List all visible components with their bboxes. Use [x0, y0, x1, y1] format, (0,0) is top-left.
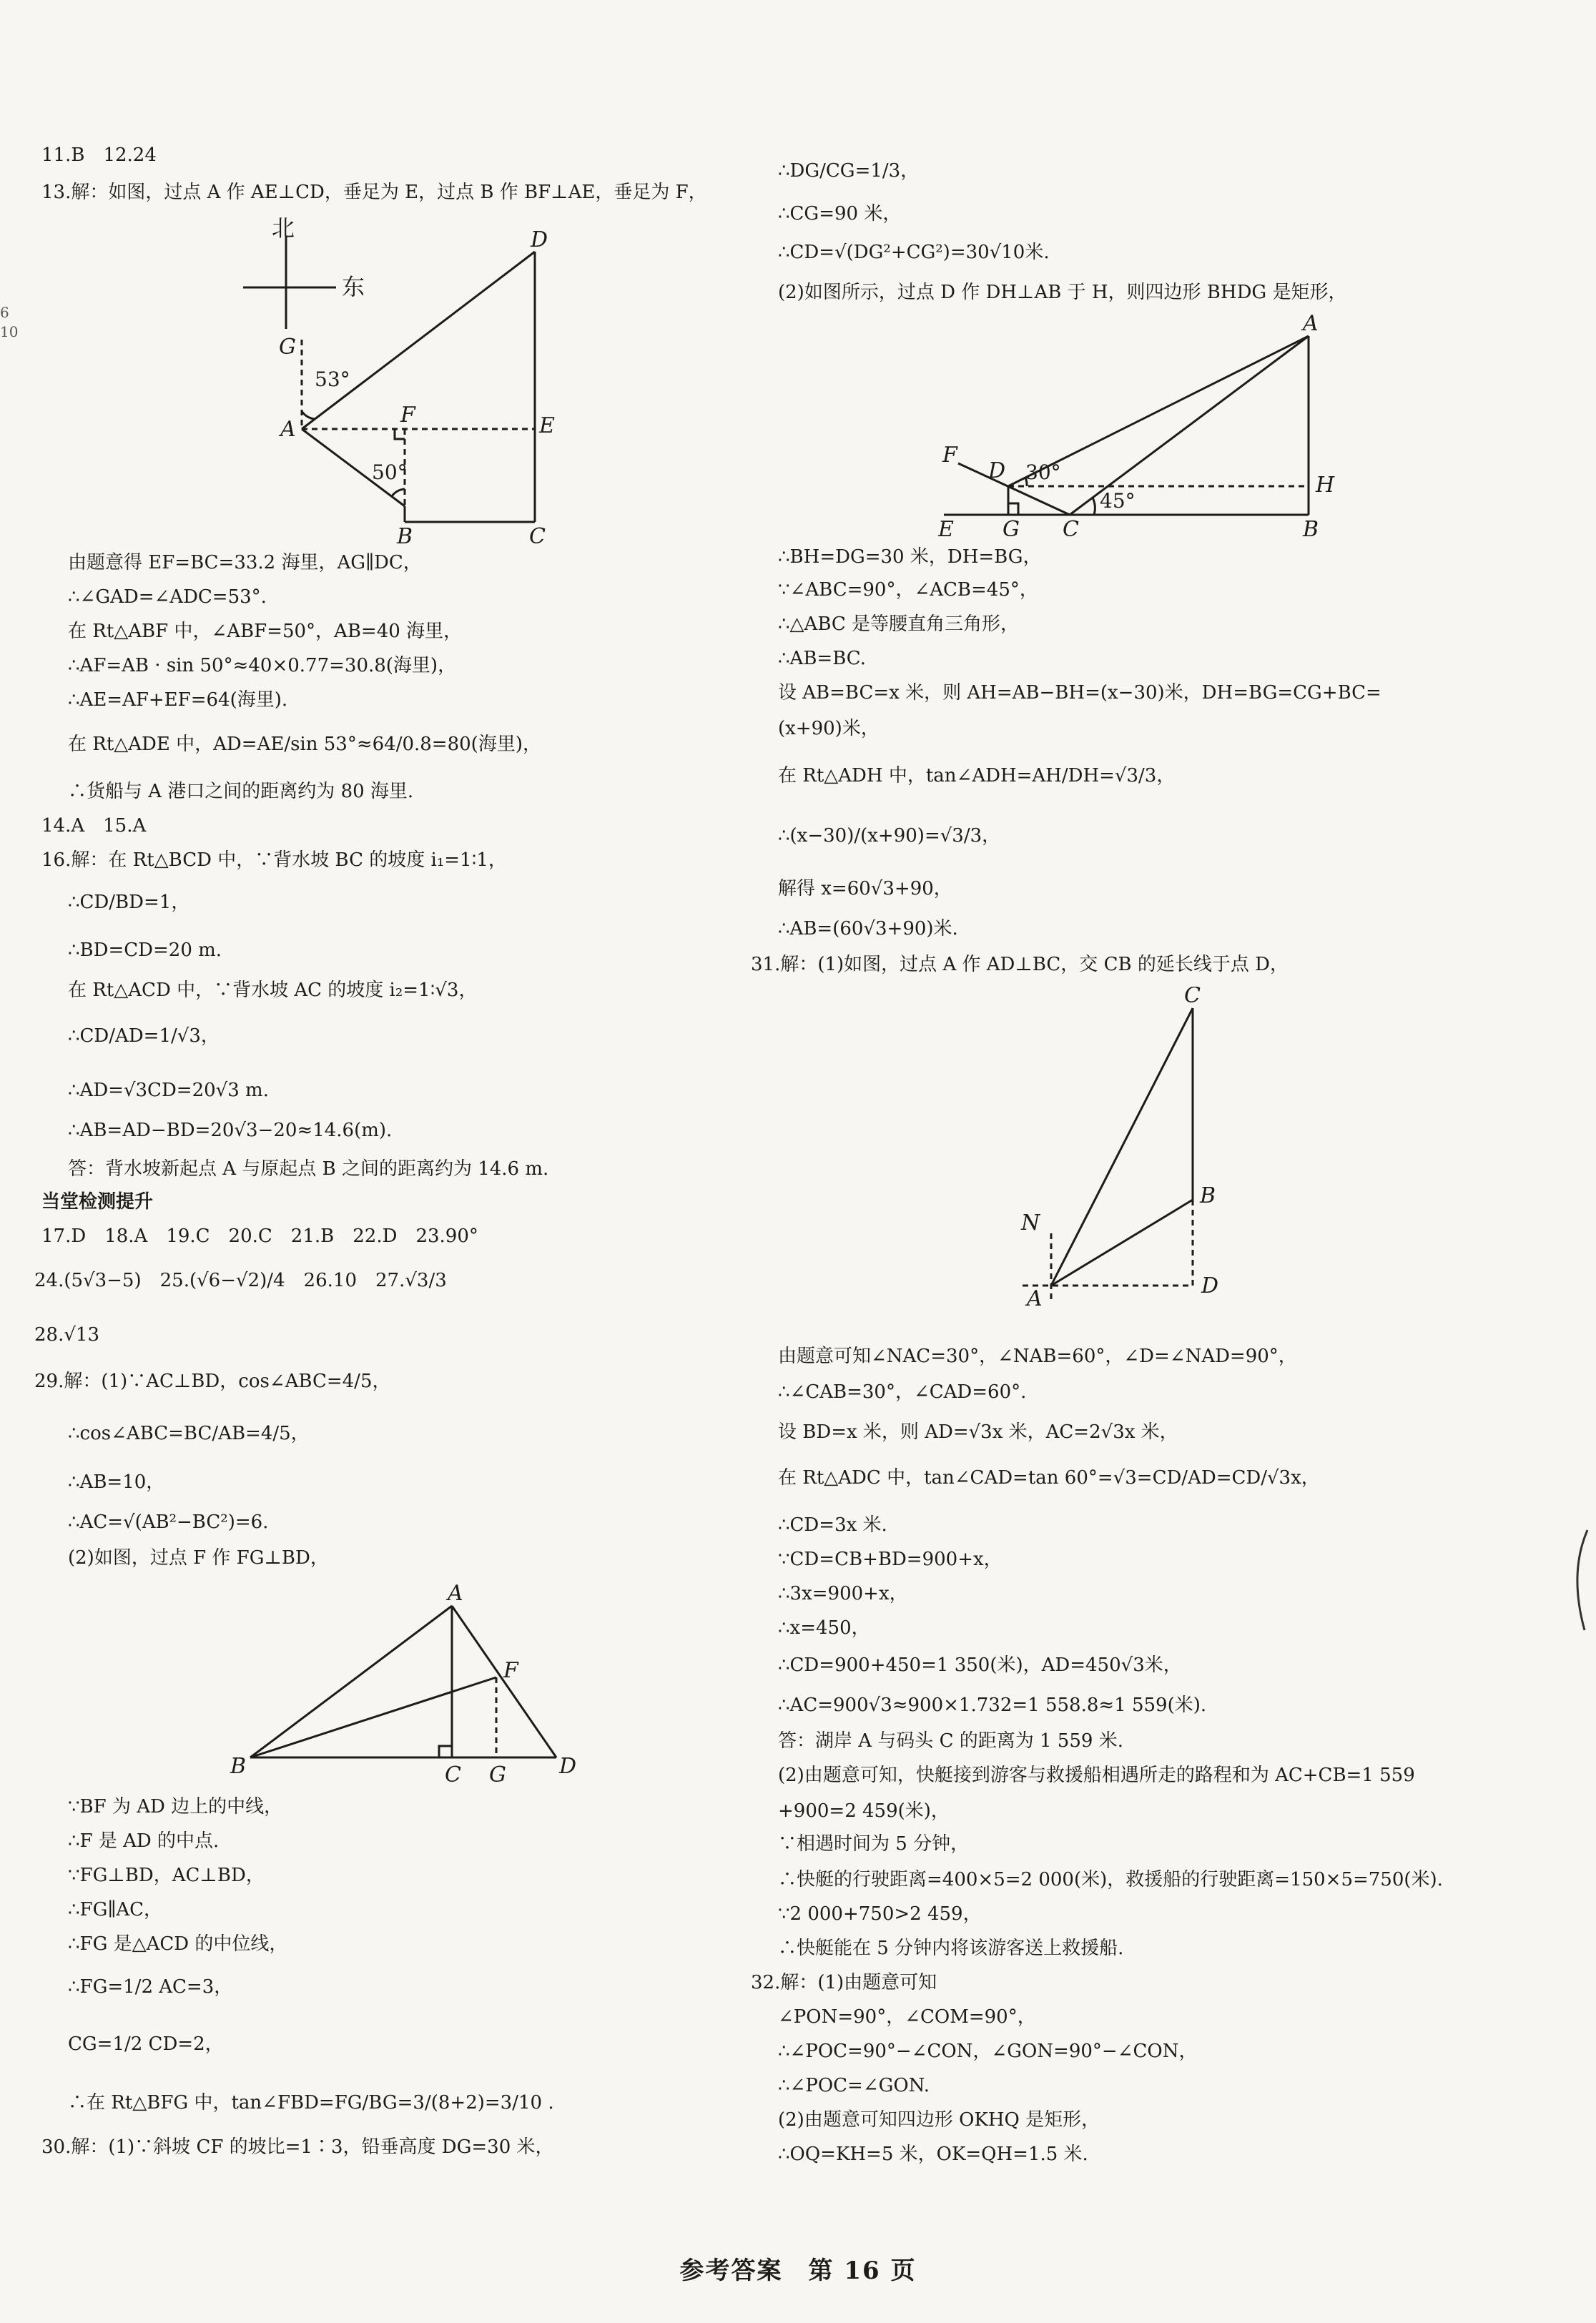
answer-line: 24.(5√3−5) 25.(√6−√2)/4 26.10 27.√3/3: [34, 1270, 447, 1291]
answer-line: (2)由题意可知四边形 OKHQ 是矩形，: [778, 2109, 1100, 2131]
point-label-g: G: [279, 335, 296, 360]
answer-line: (2)如图所示，过点 D 作 DH⊥AB 于 H，则四边形 BHDG 是矩形，: [778, 282, 1347, 303]
answer-line: 由题意可知∠NAC=30°，∠NAB=60°，∠D=∠NAD=90°，: [778, 1346, 1297, 1367]
point-label-a: A: [448, 1581, 463, 1606]
answer-line: 13.解：如图，过点 A 作 AE⊥CD，垂足为 E，过点 B 作 BF⊥AE，垂足为 F，: [41, 182, 707, 203]
point-label-h: H: [1316, 473, 1335, 498]
point-label-e: E: [539, 413, 555, 438]
point-label-f: F: [942, 443, 957, 468]
point-label-a: A: [1303, 315, 1319, 336]
answer-line: ∴(x−30)/(x+90)=√3/3，: [778, 825, 1001, 847]
answer-line: ∴3x=900+x，: [778, 1583, 908, 1604]
angle-label: 30°: [1025, 460, 1061, 484]
answer-line: ∴货船与 A 港口之间的距离约为 80 海里.: [68, 781, 414, 802]
point-label-d: D: [531, 227, 548, 252]
point-label-c: C: [1184, 987, 1201, 1008]
answer-line: 31.解：(1)如图，过点 A 作 AD⊥BC，交 CB 的延长线于点 D，: [751, 954, 1289, 975]
answer-line: 答：背水坡新起点 A 与原起点 B 之间的距离约为 14.6 m.: [68, 1158, 549, 1180]
answer-line: 在 Rt△ACD 中，∵背水坡 AC 的坡度 i₂=1∶√3，: [68, 980, 478, 1001]
answer-line: 设 BD=x 米，则 AD=√3x 米，AC=2√3x 米，: [778, 1421, 1178, 1443]
answer-line: ∴CD/AD=1/√3，: [68, 1025, 220, 1047]
answer-line: ∴x=450，: [778, 1617, 870, 1639]
point-label-g: G: [1003, 517, 1020, 542]
answer-line: 在 Rt△ABF 中，∠ABF=50°，AB=40 海里，: [68, 621, 463, 642]
answer-line: ∴CD=900+450=1 350(米)，AD=450√3米，: [778, 1654, 1182, 1676]
point-label-b: B: [1200, 1183, 1216, 1208]
answer-line: ∴CG=90 米，: [778, 203, 902, 225]
answer-line: ∵∠ABC=90°，∠ACB=45°，: [778, 579, 1038, 601]
figure-29-diagram: [222, 1580, 593, 1787]
answer-line: ∵相遇时间为 5 分钟，: [778, 1833, 970, 1855]
answer-line: ∠PON=90°，∠COM=90°，: [778, 2006, 1036, 2028]
answer-line: ∴AD=√3CD=20√3 m.: [68, 1080, 269, 1101]
answer-line: (2)由题意可知，快艇接到游客与救援船相遇所走的路程和为 AC+CB=1 559: [778, 1765, 1415, 1786]
answer-line: ∴AC=√(AB²−BC²)=6.: [68, 1511, 269, 1533]
answer-line: ∴CD=3x 米.: [778, 1514, 887, 1536]
answer-line: ∴快艇的行驶距离=400×5=2 000(米)，救援船的行驶距离=150×5=750(米).: [778, 1869, 1443, 1890]
answer-line: ∴∠POC=∠GON.: [778, 2075, 930, 2096]
answer-line: ∴AF=AB · sin 50°≈40×0.77=30.8(海里)，: [68, 655, 457, 676]
answer-line: ∴△ABC 是等腰直角三角形，: [778, 613, 1020, 635]
answer-line: ∴OQ=KH=5 米，OK=QH=1.5 米.: [778, 2144, 1088, 2165]
point-label-f: F: [400, 403, 415, 428]
angle-label: 50°: [372, 460, 408, 484]
answer-line: ∴FG∥AC，: [68, 1899, 163, 1920]
answer-line: ∴AE=AF+EF=64(海里).: [68, 689, 288, 711]
answer-line: 解得 x=60√3+90，: [778, 878, 952, 899]
figure-13-diagram: [236, 214, 565, 551]
answer-line: 设 AB=BC=x 米，则 AH=AB−BH=(x−30)米，DH=BG=CG+BC=: [778, 682, 1381, 704]
answer-line: 29.解：(1)∵AC⊥BD，cos∠ABC=4/5，: [34, 1371, 391, 1392]
answer-line: CG=1/2 CD=2，: [68, 2033, 224, 2055]
answer-line: ∵FG⊥BD，AC⊥BD，: [68, 1865, 265, 1886]
margin-mark: 6: [0, 304, 9, 321]
point-label-d: D: [988, 458, 1006, 483]
answer-line: ∴快艇能在 5 分钟内将该游客送上救援船.: [778, 1938, 1124, 1959]
point-label-e: E: [938, 517, 954, 542]
point-label-n: N: [1021, 1210, 1040, 1236]
answer-line: ∴BD=CD=20 m.: [68, 939, 222, 961]
point-label-g: G: [489, 1762, 506, 1787]
point-label-d: D: [1201, 1273, 1219, 1298]
angle-label: 53°: [315, 368, 350, 391]
answer-line: 32.解：(1)由题意可知: [751, 1972, 937, 1993]
answer-line: 30.解：(1)∵斜坡 CF 的坡比=1∶3，铅垂高度 DG=30 米，: [41, 2136, 554, 2158]
north-label: 北: [272, 214, 295, 242]
answer-line: ∴AB=BC.: [778, 648, 867, 669]
point-label-c: C: [1063, 517, 1079, 542]
point-label-a: A: [280, 417, 296, 442]
answer-line: ∴DG/CG=1/3，: [778, 160, 920, 182]
answer-line: 16.解：在 Rt△BCD 中，∵背水坡 BC 的坡度 i₁=1∶1，: [41, 849, 507, 871]
east-label: 东: [342, 273, 365, 300]
answer-line: 在 Rt△ADE 中，AD=AE/sin 53°≈64/0.8=80(海里)，: [68, 734, 541, 755]
answer-line: ∴AB=AD−BD=20√3−20≈14.6(m).: [68, 1120, 393, 1141]
answer-line: 在 Rt△ADC 中，tan∠CAD=tan 60°=√3=CD/AD=CD/√3x，: [778, 1467, 1320, 1489]
answer-line: ∴FG 是△ACD 的中位线，: [68, 1933, 288, 1955]
point-label-b: B: [230, 1754, 247, 1779]
binding-mark-icon: [1566, 1523, 1595, 1637]
answer-line: 由题意得 EF=BC=33.2 海里，AG∥DC，: [68, 552, 422, 573]
answer-line: +900=2 459(米)，: [778, 1800, 950, 1822]
answer-line: 答：湖岸 A 与码头 C 的距离为 1 559 米.: [778, 1730, 1123, 1752]
answer-line: ∵CD=CB+BD=900+x，: [778, 1549, 1003, 1570]
answer-line: 28.√13: [34, 1324, 99, 1346]
answer-line: ∴AB=10，: [68, 1471, 165, 1493]
answer-line: ∴CD/BD=1，: [68, 892, 190, 913]
angle-label: 45°: [1100, 489, 1136, 513]
answer-line: ∴∠POC=90°−∠CON，∠GON=90°−∠CON，: [778, 2041, 1198, 2062]
answer-line: (2)如图，过点 F 作 FG⊥BD，: [68, 1547, 329, 1569]
page-footer: 参考答案 第 16 页: [679, 2257, 917, 2285]
figure-31-diagram: [1001, 987, 1237, 1316]
answer-line: ∴∠CAB=30°，∠CAD=60°.: [778, 1381, 1027, 1403]
figure-30-diagram: [930, 315, 1344, 551]
answer-line: ∴在 Rt△BFG 中，tan∠FBD=FG/BG=3/(8+2)=3/10 .: [68, 2092, 554, 2114]
answer-line: ∴F 是 AD 的中点.: [68, 1830, 220, 1852]
answer-line: ∵BF 为 AD 边上的中线，: [68, 1796, 283, 1818]
point-label-a: A: [1027, 1286, 1043, 1311]
point-label-d: D: [559, 1754, 577, 1779]
answer-line: ∴∠GAD=∠ADC=53°.: [68, 586, 267, 608]
answer-line: 11.B 12.24: [41, 144, 157, 166]
answer-line: ∴FG=1/2 AC=3，: [68, 1976, 233, 1998]
answer-line: ∵2 000+750>2 459，: [778, 1903, 982, 1925]
point-label-c: C: [445, 1762, 461, 1787]
answer-line: 在 Rt△ADH 中，tan∠ADH=AH/DH=√3/3，: [778, 765, 1176, 786]
answer-line: ∴BH=DG=30 米，DH=BG，: [778, 546, 1042, 568]
answer-line: ∴CD=√(DG²+CG²)=30√10米.: [778, 242, 1050, 263]
margin-mark: 10: [0, 323, 19, 340]
answer-line: ∴cos∠ABC=BC/AB=4/5，: [68, 1423, 310, 1444]
point-label-b: B: [1303, 517, 1319, 542]
answer-line: ∴AC=900√3≈900×1.732=1 558.8≈1 559(米).: [778, 1695, 1207, 1716]
section-heading: 当堂检测提升: [41, 1191, 154, 1213]
point-label-b: B: [397, 524, 413, 549]
answer-line: ∴AB=(60√3+90)米.: [778, 918, 958, 939]
point-label-f: F: [503, 1658, 518, 1683]
answer-line: 17.D 18.A 19.C 20.C 21.B 22.D 23.90°: [41, 1225, 478, 1247]
point-label-c: C: [529, 524, 546, 549]
answer-line: (x+90)米，: [778, 718, 880, 739]
answer-line: 14.A 15.A: [41, 815, 147, 837]
